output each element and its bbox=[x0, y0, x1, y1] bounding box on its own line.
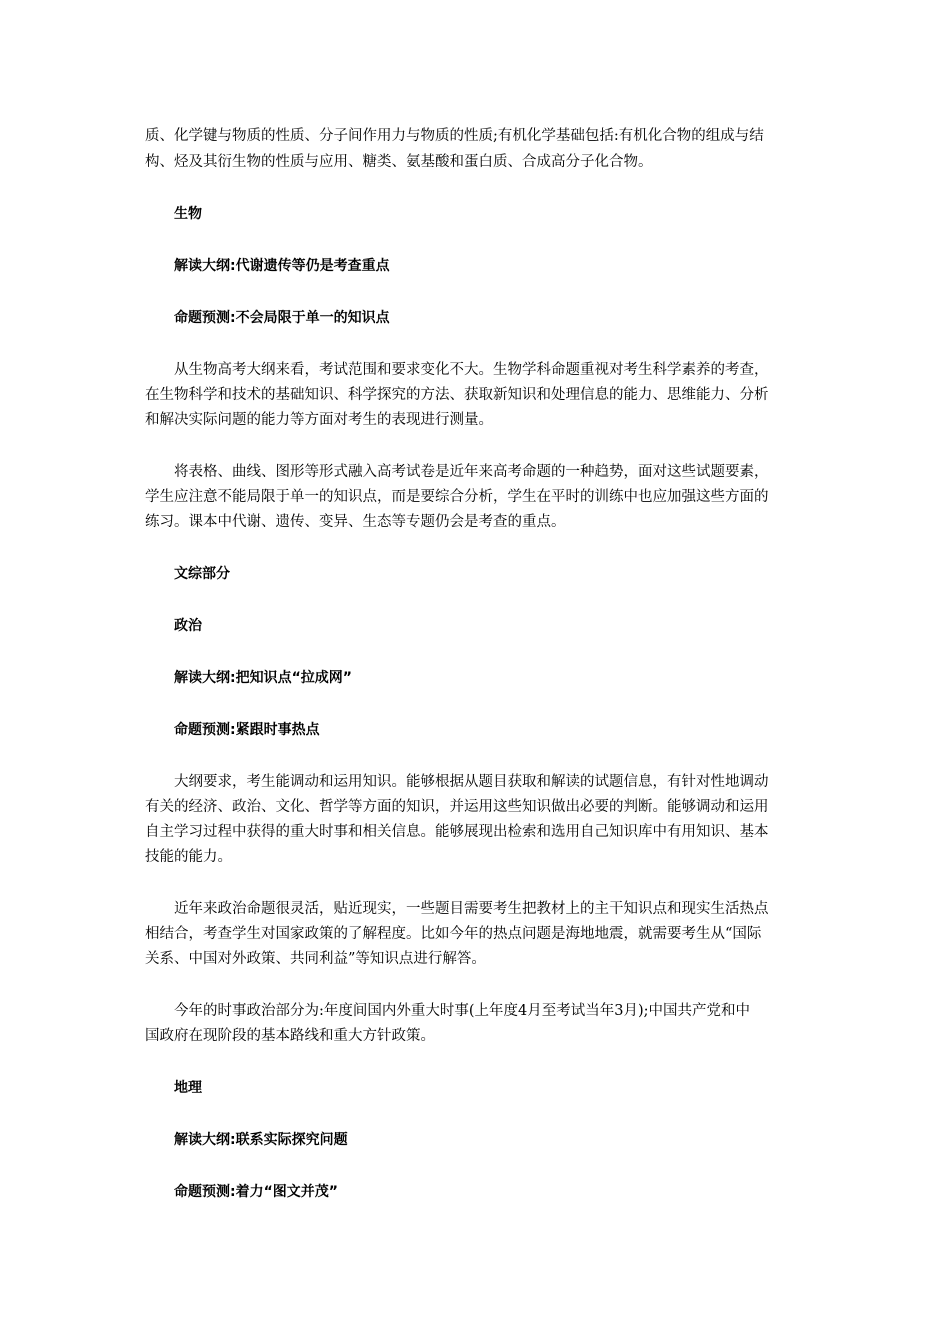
paragraph-line: 有关的经济、政治、文化、哲学等方面的知识，并运用这些知识做出必要的判断。能够调动和运用 bbox=[145, 799, 769, 815]
paragraph-line: 将表格、曲线、图形等形式融入高考试卷是近年来高考命题的一种趋势，面对这些试题要素， bbox=[174, 464, 769, 480]
paragraph-line: 自主学习过程中获得的重大时事和相关信息。能够展现出检索和选用自己知识库中有用知识、基本 bbox=[145, 824, 769, 840]
paragraph-line: 在生物科学和技术的基础知识、科学探究的方法、获取新知识和处理信息的能力、思维能力、分析 bbox=[145, 387, 769, 403]
paragraph-line: 学生应注意不能局限于单一的知识点，而是要综合分析，学生在平时的训练中也应加强这些方面的 bbox=[145, 489, 769, 505]
section-heading-geography: 地理 bbox=[174, 1080, 202, 1096]
outline-heading: 解读大纲:把知识点“拉成网” bbox=[174, 670, 353, 686]
section-heading-politics: 政治 bbox=[174, 618, 202, 634]
paragraph-line: 国政府在现阶段的基本路线和重大方针政策。 bbox=[145, 1028, 435, 1044]
paragraph-line: 从生物高考大纲来看，考试范围和要求变化不大。生物学科命题重视对考生科学素养的考查， bbox=[174, 362, 769, 378]
prediction-heading: 命题预测:着力“图文并茂” bbox=[174, 1184, 339, 1200]
paragraph-line: 技能的能力。 bbox=[145, 849, 232, 865]
prediction-heading: 命题预测:不会局限于单一的知识点 bbox=[174, 310, 390, 326]
paragraph-line: 构、烃及其衍生物的性质与应用、糖类、氨基酸和蛋白质、合成高分子化合物。 bbox=[145, 154, 653, 170]
paragraph-line: 大纲要求，考生能调动和运用知识。能够根据从题目获取和解读的试题信息，有针对性地调动 bbox=[174, 774, 769, 790]
paragraph-line: 质、化学键与物质的性质、分子间作用力与物质的性质;有机化学基础包括:有机化合物的组成与结 bbox=[145, 128, 764, 144]
outline-heading: 解读大纲:联系实际探究问题 bbox=[174, 1132, 348, 1148]
paragraph-line: 相结合，考查学生对国家政策的了解程度。比如今年的热点问题是海地地震，就需要考生从“国际 bbox=[145, 926, 762, 942]
paragraph-line: 和解决实际问题的能力等方面对考生的表现进行测量。 bbox=[145, 412, 493, 428]
paragraph-line: 近年来政治命题很灵活，贴近现实，一些题目需要考生把教材上的主干知识点和现实生活热点 bbox=[174, 901, 769, 917]
paragraph-line: 今年的时事政治部分为:年度间国内外重大时事(上年度4月至考试当年3月);中国共产党和中 bbox=[174, 1003, 751, 1019]
paragraph-line: 关系、中国对外政策、共同利益”等知识点进行解答。 bbox=[145, 951, 486, 967]
section-heading-biology: 生物 bbox=[174, 206, 202, 222]
outline-heading: 解读大纲:代谢遗传等仍是考查重点 bbox=[174, 258, 390, 274]
section-heading-liberal-arts: 文综部分 bbox=[174, 566, 230, 582]
paragraph-line: 练习。课本中代谢、遗传、变异、生态等专题仍会是考查的重点。 bbox=[145, 514, 566, 530]
prediction-heading: 命题预测:紧跟时事热点 bbox=[174, 722, 320, 738]
